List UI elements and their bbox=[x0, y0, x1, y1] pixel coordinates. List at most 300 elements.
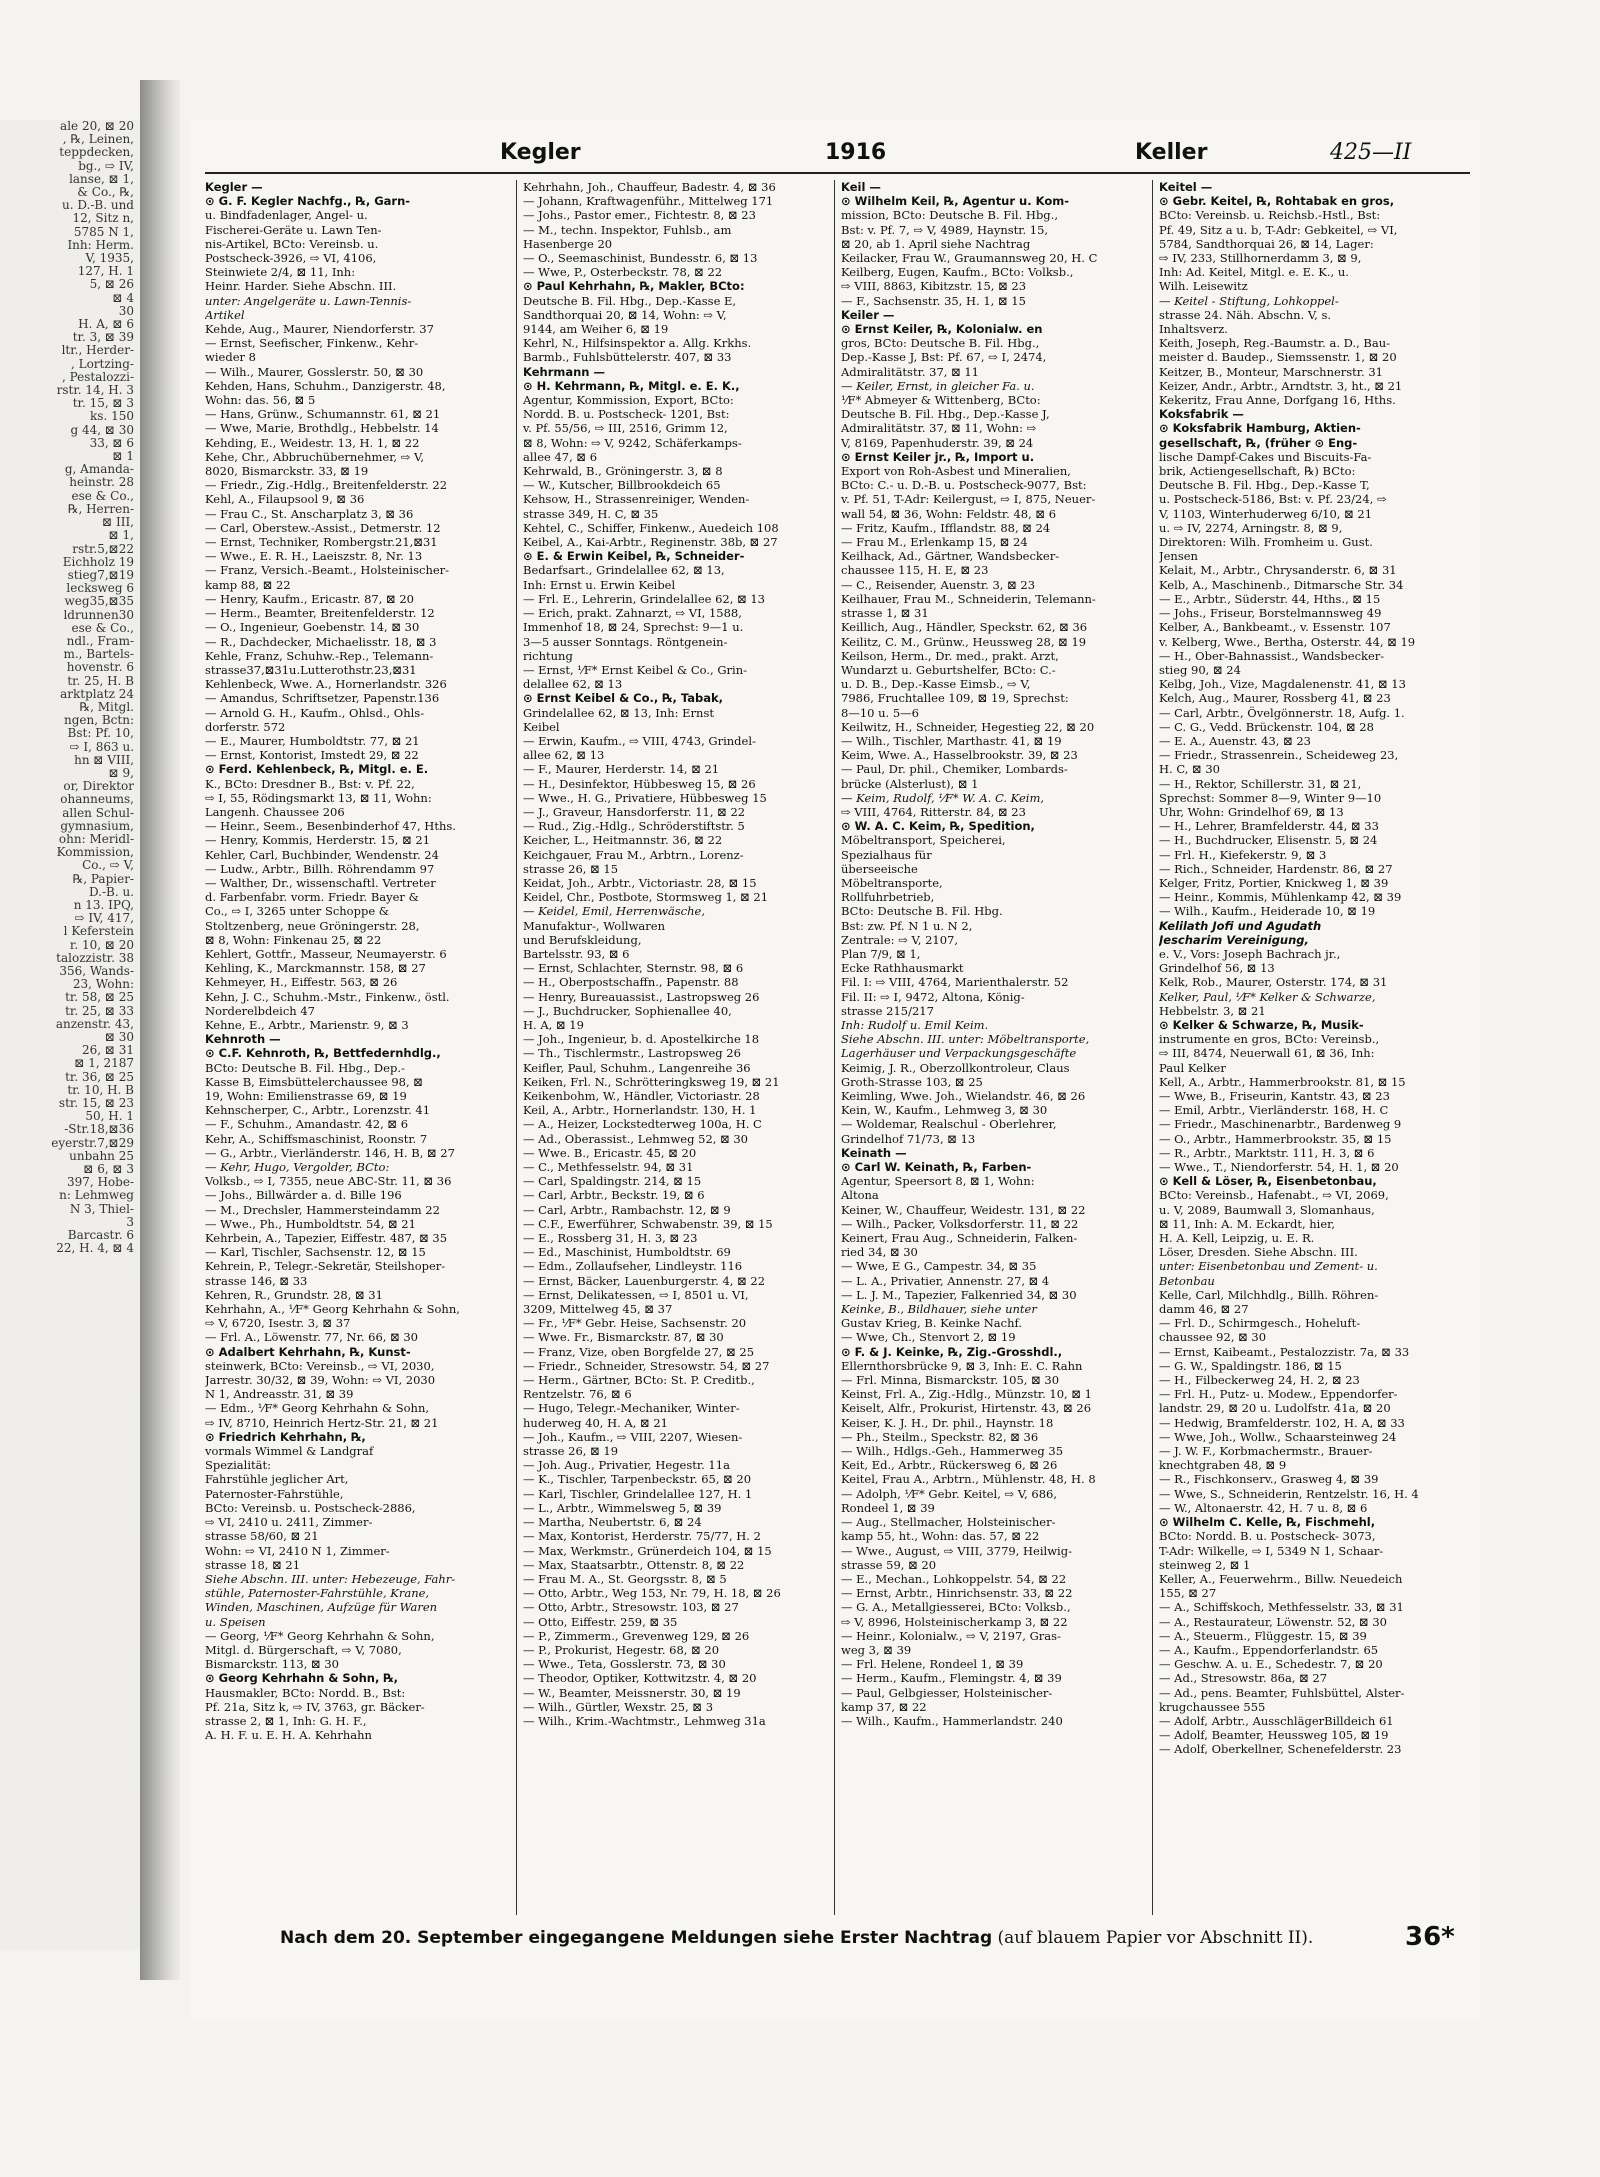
directory-entry-line: d. Farbenfabr. vorm. Friedr. Bayer & bbox=[205, 890, 419, 905]
directory-entry-line: Direktoren: Wilh. Fromheim u. Gust. bbox=[1159, 535, 1373, 550]
directory-entry-line: Kelber, A., Bankbeamt., v. Essenstr. 107 bbox=[1159, 620, 1391, 635]
directory-entry-line: dorferstr. 572 bbox=[205, 719, 286, 734]
directory-entry-line: — Ernst, Bäcker, Lauenburgerstr. 4, ⊠ 22 bbox=[523, 1273, 766, 1288]
directory-entry-line: ⊠ 11, Inh: A. M. Eckardt, hier, bbox=[1159, 1216, 1336, 1231]
directory-entry-line: Hausmakler, BCto: Nordd. B., Bst: bbox=[205, 1685, 406, 1700]
directory-entry-line: kamp 88, ⊠ 22 bbox=[205, 577, 291, 592]
directory-entry-line: ⊠ 8, Wohn: Finkenau 25, ⊠ 22 bbox=[205, 932, 382, 947]
directory-entry-line: Stoltzenberg, neue Gröningerstr. 28, bbox=[205, 918, 420, 933]
directory-entry-line: v. Kelberg, Wwe., Bertha, Osterstr. 44, ⊠ 19 bbox=[1159, 634, 1416, 649]
directory-entry-line: Kekeritz, Frau Anne, Dorfgang 16, Hths. bbox=[1159, 393, 1396, 408]
directory-entry-line: Kehr, A., Schiffsmaschinist, Roonstr. 7 bbox=[205, 1131, 428, 1146]
directory-entry-line: — Wilh., Gürtler, Wexstr. 25, ⊠ 3 bbox=[523, 1699, 714, 1714]
left-page-line: ℞, Mitgl. bbox=[79, 699, 134, 714]
directory-entry-line: — Ad., Oberassist., Lehmweg 52, ⊠ 30 bbox=[523, 1131, 748, 1146]
directory-entry-line: Kehnscherper, C., Arbtr., Lorenzstr. 41 bbox=[205, 1103, 431, 1118]
directory-entry-line: — Max, Kontorist, Herderstr. 75/77, H. 2 bbox=[523, 1529, 761, 1544]
directory-entry-line: Fischerei-Geräte u. Lawn Ten- bbox=[205, 222, 382, 237]
directory-entry-line: Agentur, Speersort 8, ⊠ 1, Wohn: bbox=[841, 1174, 1035, 1189]
directory-entry-line: Keitel — bbox=[1159, 180, 1213, 194]
left-page-line: ese & Co., bbox=[71, 620, 134, 635]
directory-entry-line: — Rich., Schneider, Hardenstr. 86, ⊠ 27 bbox=[1159, 861, 1393, 876]
directory-entry-line: instrumente en gros, BCto: Vereinsb., bbox=[1159, 1032, 1380, 1047]
directory-entry-line: Betonbau bbox=[1159, 1273, 1215, 1288]
directory-entry-line: — P., Zimmerm., Grevenweg 129, ⊠ 26 bbox=[523, 1628, 750, 1643]
directory-entry-line: kamp 55, ht., Wohn: das. 57, ⊠ 22 bbox=[841, 1529, 1040, 1544]
directory-entry-line: V, 1103, Winterhuderweg 6/10, ⊠ 21 bbox=[1159, 506, 1373, 521]
directory-entry-line: Inh: Rudolf u. Emil Keim. bbox=[841, 1017, 989, 1032]
directory-entry-line: — Ad., pens. Beamter, Fuhlsbüttel, Alster- bbox=[1159, 1685, 1405, 1700]
left-page-line: ℞, Papier- bbox=[72, 871, 134, 886]
directory-entry-line: ⊙ Ernst Keiler jr., ℞, Import u. bbox=[841, 449, 1035, 464]
directory-entry-line: A. H. F. u. E. H. A. Kehrhahn bbox=[205, 1728, 372, 1743]
directory-entry-line: Bst: zw. Pf. N 1 u. N 2, bbox=[841, 918, 973, 933]
directory-entry-line: Siehe Abschn. III. unter: Hebezeuge, Fahr- bbox=[205, 1571, 456, 1586]
directory-entry-line: Keillich, Aug., Händler, Speckstr. 62, ⊠ 36 bbox=[841, 620, 1088, 635]
directory-entry-line: — Ernst, Seefischer, Finkenw., Kehr- bbox=[205, 336, 419, 351]
directory-entry-line: — A., Heizer, Lockstedterweg 100a, H. C bbox=[523, 1117, 762, 1132]
directory-entry-line: Koksfabrik — bbox=[1159, 407, 1244, 422]
footer-note-plain: (auf blauem Papier vor Abschnitt II). bbox=[997, 1928, 1314, 1948]
directory-entry-line: — Arnold G. H., Kaufm., Ohlsd., Ohls- bbox=[205, 705, 425, 720]
directory-entry-line: Grindelhof 56, ⊠ 13 bbox=[1159, 961, 1275, 976]
directory-entry-line: Keilitz, C. M., Grünw., Heussweg 28, ⊠ 19 bbox=[841, 634, 1087, 649]
directory-entry-line: Kegler — bbox=[205, 180, 263, 194]
directory-entry-line: — H., Ober-Bahnassist., Wandsbecker- bbox=[1159, 648, 1385, 663]
directory-entry-line: — Frl. D., Schirmgesch., Hoheluft- bbox=[1159, 1316, 1361, 1331]
directory-entry-line: — O., Seemaschinist, Bundesstr. 6, ⊠ 13 bbox=[523, 251, 758, 266]
directory-entry-line: — Otto, Arbtr., Stresowstr. 103, ⊠ 27 bbox=[523, 1600, 739, 1615]
directory-entry-line: — F., Schuhm., Amandastr. 42, ⊠ 6 bbox=[205, 1117, 409, 1132]
directory-entry-line: v. Pf. 55/56, ⇨ III, 2516, Grimm 12, bbox=[523, 421, 728, 436]
left-page-line: & Co., ℞, bbox=[77, 185, 134, 200]
directory-entry-line: Rollfuhrbetrieb, bbox=[841, 890, 935, 905]
directory-entry-line: — Wilh., Hdlgs.-Geh., Hammerweg 35 bbox=[841, 1444, 1064, 1459]
directory-entry-line: BCto: Deutsche B. Fil. Hbg., Dep.- bbox=[205, 1060, 405, 1075]
directory-entry-line: — Henry, Kommis, Herderstr. 15, ⊠ 21 bbox=[205, 833, 431, 848]
directory-entry-line: Plan 7/9, ⊠ 1, bbox=[841, 946, 921, 961]
directory-entry-line: Kehlert, Gottfr., Masseur, Neumayerstr. 6 bbox=[205, 946, 447, 961]
directory-entry-line: Keilhack, Ad., Gärtner, Wandsbecker- bbox=[841, 549, 1060, 564]
directory-entry-line: — Wwe, Marie, Brothdlg., Hebbelstr. 14 bbox=[205, 421, 439, 436]
left-page-line: ⊠ 1, bbox=[108, 528, 134, 543]
directory-entry-line: Admiralitätstr. 37, ⊠ 11 bbox=[841, 364, 979, 379]
directory-entry-line: Manufaktur-, Wollwaren bbox=[523, 918, 665, 933]
directory-entry-line: landstr. 29, ⊠ 20 u. Ludolfstr. 41a, ⊠ 20 bbox=[1159, 1401, 1391, 1416]
directory-entry-line: knechtgraben 48, ⊠ 9 bbox=[1159, 1458, 1287, 1473]
directory-entry-line: — Rud., Zig.-Hdlg., Schröderstiftstr. 5 bbox=[523, 819, 745, 834]
directory-entry-line: BCto: Vereinsb. u. Postscheck-2886, bbox=[205, 1500, 416, 1515]
directory-entry-line: Heinr. Harder. Siehe Abschn. III. bbox=[205, 279, 397, 294]
left-page-line: l Keferstein bbox=[63, 924, 134, 939]
directory-entry-line: Bartelsstr. 93, ⊠ 6 bbox=[523, 946, 630, 961]
directory-entry-line: u. Bindfadenlager, Angel- u. bbox=[205, 208, 368, 223]
column-4 bbox=[1159, 180, 1464, 1915]
directory-entry-line: — E., Arbtr., Süderstr. 44, Hths., ⊠ 15 bbox=[1159, 591, 1381, 606]
directory-entry-line: Siehe Abschn. III. unter: Möbeltransporte, bbox=[841, 1032, 1090, 1047]
directory-entry-line: Keiser, K. J. H., Dr. phil., Haynstr. 18 bbox=[841, 1415, 1054, 1430]
directory-entry-line: Kehle, Franz, Schuhw.-Rep., Telemann- bbox=[205, 648, 434, 663]
directory-entry-line: Kelbg, Joh., Vize, Magdalenenstr. 41, ⊠ 13 bbox=[1159, 677, 1406, 692]
directory-entry-line: — C., Reisender, Auenstr. 3, ⊠ 23 bbox=[841, 577, 1036, 592]
left-page-line: 12, Sitz n, bbox=[72, 211, 134, 226]
directory-entry-line: — Ernst, Delikatessen, ⇨ I, 8501 u. VI, bbox=[523, 1287, 749, 1302]
directory-entry-line: Co., ⇨ I, 3265 unter Schoppe & bbox=[205, 904, 390, 919]
directory-entry-line: — Frau M., Erlenkamp 15, ⊠ 24 bbox=[841, 535, 1028, 550]
header-left-keyword: Kegler bbox=[500, 140, 581, 165]
directory-entry-line: — Keiler, Ernst, in gleicher Fa. u. bbox=[841, 378, 1035, 393]
directory-entry-line: v. Pf. 51, T-Adr: Keilergust, ⇨ I, 875, Neuer- bbox=[841, 492, 1096, 507]
directory-entry-line: Deutsche B. Fil. Hbg., Dep.-Kasse T, bbox=[1159, 478, 1370, 493]
header-year: 1916 bbox=[825, 140, 887, 165]
directory-entry-line: — Theodor, Optiker, Kottwitzstr. 4, ⊠ 20 bbox=[523, 1671, 757, 1686]
directory-entry-line: Keimling, Wwe. Joh., Wielandstr. 46, ⊠ 26 bbox=[841, 1089, 1086, 1103]
directory-entry-line: ⅟F* Abmeyer & Wittenberg, BCto: bbox=[841, 393, 1041, 408]
directory-entry-line: Dep.-Kasse J, Bst: Pf. 67, ⇨ I, 2474, bbox=[841, 350, 1047, 365]
directory-entry-line: BCto: Vereinsb., Hafenabt., ⇨ VI, 2069, bbox=[1159, 1188, 1389, 1203]
directory-entry-line: ⊙ Carl W. Keinath, ℞, Farben- bbox=[841, 1160, 1032, 1175]
left-page-line: ngen, Bctn: bbox=[63, 713, 134, 728]
left-page-line: lanse, ⊠ 1, bbox=[69, 171, 134, 186]
directory-entry-line: Keiken, Frl. N., Schrötteringksweg 19, ⊠ 21 bbox=[523, 1074, 780, 1089]
directory-entry-line: Keil — bbox=[841, 180, 881, 194]
directory-entry-line: — R., Fischkonserv., Grasweg 4, ⊠ 39 bbox=[1159, 1472, 1379, 1487]
directory-entry-line: Hasenberge 20 bbox=[523, 236, 613, 251]
directory-entry-line: — A., Restaurateur, Löwenstr. 52, ⊠ 30 bbox=[1159, 1614, 1387, 1629]
directory-entry-line: — Walther, Dr., wissenschaftl. Vertreter bbox=[205, 875, 436, 890]
directory-entry-line: — Johs., Friseur, Borstelmannsweg 49 bbox=[1159, 606, 1382, 621]
directory-entry-line: Steinwiete 2/4, ⊠ 11, Inh: bbox=[205, 265, 356, 280]
directory-entry-line: Kehrein, P., Telegr.-Sekretär, Steilshoper- bbox=[205, 1259, 446, 1274]
directory-entry-line: — R., Arbtr., Marktstr. 111, H. 3, ⊠ 6 bbox=[1159, 1145, 1375, 1160]
left-page-fragment bbox=[0, 120, 142, 1950]
directory-entry-line: Bismarckstr. 113, ⊠ 30 bbox=[205, 1657, 339, 1672]
directory-entry-line: Möbeltransporte, bbox=[841, 875, 943, 890]
directory-entry-line: ⊙ Wilhelm Keil, ℞, Agentur u. Kom- bbox=[841, 194, 1069, 209]
directory-entry-line: — Th., Tischlermstr., Lastropsweg 26 bbox=[523, 1046, 741, 1061]
left-page-line: 3 bbox=[126, 1214, 134, 1229]
page-footer bbox=[190, 1920, 1480, 1960]
directory-entry-line: — Adolf, Arbtr., AusschlägerBilldeich 61 bbox=[1159, 1713, 1394, 1728]
directory-entry-line: Kelilath Jofi und Agudath bbox=[1159, 918, 1322, 933]
directory-entry-line: — Otto, Eiffestr. 259, ⊠ 35 bbox=[523, 1614, 678, 1629]
directory-entry-line: — E., Mechan., Lohkoppelstr. 54, ⊠ 22 bbox=[841, 1571, 1067, 1586]
left-page-line: g, Amanda- bbox=[64, 462, 134, 477]
directory-entry-line: — Ludw., Arbtr., Billh. Röhrendamm 97 bbox=[205, 861, 435, 876]
left-page-line: tr. 3, ⊠ 39 bbox=[72, 330, 134, 345]
header-right-keyword: Keller bbox=[1135, 140, 1208, 165]
directory-entry-line: — Wwe., T., Niendorferstr. 54, H. 1, ⊠ 20 bbox=[1159, 1160, 1399, 1175]
left-page-line: heinstr. 28 bbox=[69, 475, 134, 490]
directory-entry-line: — Adolph, ⅟F* Gebr. Keitel, ⇨ V, 686, bbox=[841, 1486, 1058, 1501]
directory-entry-line: e. V., Vors: Joseph Bachrach jr., bbox=[1159, 946, 1341, 961]
directory-entry-line: Wundarzt u. Geburtshelfer, BCto: C.- bbox=[841, 662, 1056, 677]
left-page-line: 5785 N 1, bbox=[73, 224, 134, 239]
directory-entry-line: Jarrestr. 30/32, ⊠ 39, Wohn: ⇨ VI, 2030 bbox=[205, 1373, 436, 1388]
directory-entry-line: — Wwe. B., Ericastr. 45, ⊠ 20 bbox=[523, 1145, 697, 1160]
directory-entry-line: — Frl. H., Putz- u. Modew., Eppendorfer- bbox=[1159, 1387, 1398, 1402]
left-page-line: arktplatz 24 bbox=[60, 686, 134, 701]
directory-entry-line: strasse 1, ⊠ 31 bbox=[841, 606, 929, 621]
directory-entry-line: Langenh. Chaussee 206 bbox=[205, 804, 345, 819]
directory-entry-line: Wohn: das. 56, ⊠ 5 bbox=[205, 393, 316, 408]
directory-entry-line: — L. A., Privatier, Annenstr. 27, ⊠ 4 bbox=[841, 1273, 1050, 1288]
left-page-line: u. D.-B. und bbox=[61, 198, 134, 213]
directory-entry-line: vormals Wimmel & Landgraf bbox=[205, 1444, 374, 1459]
left-page-line: Eichholz 19 bbox=[62, 554, 134, 569]
directory-entry-line: Admiralitätstr. 37, ⊠ 11, Wohn: ⇨ bbox=[841, 421, 1037, 436]
directory-entry-line: — Ed., Maschinist, Humboldtstr. 69 bbox=[523, 1245, 731, 1260]
left-page-line: ks. 150 bbox=[90, 409, 134, 424]
directory-entry-line: — Frau M. A., St. Georgsstr. 8, ⊠ 5 bbox=[523, 1571, 727, 1586]
directory-entry-line: Nordd. B. u. Postscheck- 1201, Bst: bbox=[523, 407, 730, 422]
directory-entry-line: Rondeel 1, ⊠ 39 bbox=[841, 1500, 935, 1515]
directory-entry-line: H. A. Kell, Leipzig, u. E. R. bbox=[1159, 1231, 1315, 1246]
directory-entry-line: Deutsche B. Fil. Hbg., Dep.-Kasse E, bbox=[523, 293, 737, 308]
directory-entry-line: Keit, Ed., Arbtr., Rückersweg 6, ⊠ 26 bbox=[841, 1458, 1058, 1473]
directory-entry-line: — Johs., Billwärder a. d. Bille 196 bbox=[205, 1188, 402, 1203]
directory-entry-line: — J., Graveur, Hansdorferstr. 11, ⊠ 22 bbox=[523, 804, 746, 819]
directory-entry-line: — Wwe, E G., Campestr. 34, ⊠ 35 bbox=[841, 1259, 1037, 1274]
directory-entry-line: Kehde, Aug., Maurer, Niendorferstr. 37 bbox=[205, 322, 434, 337]
directory-entry-line: Bst: v. Pf. 7, ⇨ V, 4989, Haynstr. 15, bbox=[841, 222, 1049, 237]
directory-entry-line: — G. W., Spaldingstr. 186, ⊠ 15 bbox=[1159, 1358, 1342, 1373]
directory-entry-line: ⊙ Koksfabrik Hamburg, Aktien- bbox=[1159, 421, 1361, 436]
directory-entry-line: BCto: Vereinsb. u. Reichsb.-Hstl., Bst: bbox=[1159, 208, 1381, 223]
directory-entry-line: Inhaltsverz. bbox=[1159, 322, 1228, 337]
directory-entry-line: ⊙ Kelker & Schwarze, ℞, Musik- bbox=[1159, 1017, 1364, 1032]
directory-entry-line: — W., Beamter, Meissnerstr. 30, ⊠ 19 bbox=[523, 1685, 741, 1700]
directory-entry-line: Kasse B, Eimsbüttelerchaussee 98, ⊠ bbox=[205, 1074, 423, 1089]
directory-entry-line: — Wwe, P., Osterbeckstr. 78, ⊠ 22 bbox=[523, 265, 723, 280]
directory-entry-line: — W., Kutscher, Billbrookdeich 65 bbox=[523, 478, 721, 493]
left-page-line: ohn: Meridl- bbox=[58, 831, 134, 846]
left-page-line: bg., ⇨ IV, bbox=[78, 158, 134, 173]
directory-entry-line: — Wilh., Kaufm., Heiderade 10, ⊠ 19 bbox=[1159, 904, 1376, 919]
directory-entry-line: — Heinr., Kolonialw., ⇨ V, 2197, Gras- bbox=[841, 1628, 1061, 1643]
left-page-line: ⊠ 1, 2187 bbox=[74, 1056, 134, 1071]
left-page-line: ⊠ 6, ⊠ 3 bbox=[83, 1162, 134, 1177]
directory-entry-line: huderweg 40, H. A, ⊠ 21 bbox=[523, 1415, 668, 1430]
directory-entry-line: ⊙ Gebr. Keitel, ℞, Rohtabak en gros, bbox=[1159, 194, 1395, 209]
directory-entry-line: — Ernst, Kaibeamt., Pestalozzistr. 7a, ⊠ 33 bbox=[1159, 1344, 1410, 1359]
directory-entry-line: Postscheck-3926, ⇨ VI, 4106, bbox=[205, 251, 377, 266]
directory-entry-line: Altona bbox=[841, 1188, 879, 1203]
directory-entry-line: — Erwin, Kaufm., ⇨ VIII, 4743, Grindel- bbox=[523, 733, 756, 748]
directory-entry-line: — H., Buchdrucker, Elisenstr. 5, ⊠ 24 bbox=[1159, 833, 1378, 848]
directory-entry-line: ried 34, ⊠ 30 bbox=[841, 1245, 918, 1260]
directory-entry-line: ⊙ Ferd. Kehlenbeck, ℞, Mitgl. e. E. bbox=[205, 762, 429, 777]
directory-entry-line: ⊙ Paul Kehrhahn, ℞, Makler, BCto: bbox=[523, 279, 745, 294]
left-page-line: weg35,⊠35 bbox=[64, 594, 134, 609]
directory-entry-line: Kehrbein, A., Tapezier, Eiffestr. 487, ⊠ 35 bbox=[205, 1231, 448, 1246]
left-page-line: n 13. IPQ, bbox=[73, 897, 134, 912]
directory-entry-line: — Max, Werkmstr., Grünerdeich 104, ⊠ 15 bbox=[523, 1543, 772, 1558]
directory-entry-line: — Franz, Versich.-Beamt., Holsteinischer- bbox=[205, 563, 450, 578]
directory-entry-line: Kelch, Aug., Maurer, Rossberg 41, ⊠ 23 bbox=[1159, 691, 1391, 706]
directory-entry-line: gesellschaft, ℞, (früher ⊙ Eng- bbox=[1159, 435, 1358, 450]
directory-entry-line: 155, ⊠ 27 bbox=[1159, 1586, 1217, 1601]
directory-entry-line: Deutsche B. Fil. Hbg., Dep.-Kasse J, bbox=[841, 407, 1050, 422]
directory-entry-line: — J. W. F., Korbmachermstr., Brauer- bbox=[1159, 1444, 1373, 1459]
directory-entry-line: — Emil, Arbtr., Vierländerstr. 168, H. C bbox=[1159, 1103, 1389, 1118]
directory-entry-line: — Ernst, ⅟F* Ernst Keibel & Co., Grin- bbox=[523, 662, 747, 677]
directory-entry-line: Ellernthorsbrücke 9, ⊠ 3, Inh: E. C. Rahn bbox=[841, 1358, 1083, 1373]
directory-entry-line: BCto: Deutsche B. Fil. Hbg. bbox=[841, 904, 1003, 919]
directory-entry-line: Uhr, Wohn: Grindelhof 69, ⊠ 13 bbox=[1159, 804, 1344, 819]
directory-entry-line: — W., Altonaerstr. 42, H. 7 u. 8, ⊠ 6 bbox=[1159, 1500, 1368, 1515]
directory-entry-line: — Ad., Stresowstr. 86a, ⊠ 27 bbox=[1159, 1671, 1328, 1686]
directory-entry-line: — Wwe. Fr., Bismarckstr. 87, ⊠ 30 bbox=[523, 1330, 724, 1345]
directory-entry-line: und Berufskleidung, bbox=[523, 932, 642, 947]
directory-entry-line: ⊙ G. F. Kegler Nachfg., ℞, Garn- bbox=[205, 194, 411, 209]
left-page-line: Barcastr. 6 bbox=[67, 1228, 134, 1243]
directory-entry-line: — Paul, Gelbgiesser, Holsteinischer- bbox=[841, 1685, 1053, 1700]
directory-entry-line: — J., Buchdrucker, Sophienallee 40, bbox=[523, 1003, 732, 1018]
directory-entry-line: u. Postscheck-5186, Bst: v. Pf. 23/24, ⇨ bbox=[1159, 492, 1387, 507]
directory-entry-line: Keidat, Joh., Arbtr., Victoriastr. 28, ⊠ 15 bbox=[523, 875, 757, 890]
directory-entry-line: — Edm., Zollaufseher, Lindleystr. 116 bbox=[523, 1259, 743, 1274]
left-page-line: ⇨ I, 863 u. bbox=[69, 739, 134, 754]
directory-entry-line: — Kehr, Hugo, Vergolder, BCto: bbox=[205, 1160, 390, 1175]
directory-entry-line: Keiner, W., Chauffeur, Weidestr. 131, ⊠ 22 bbox=[841, 1202, 1086, 1217]
directory-entry-line: — G., Arbtr., Vierländerstr. 146, H. B, ⊠ 27 bbox=[205, 1145, 455, 1160]
directory-entry-line: Agentur, Kommission, Export, BCto: bbox=[523, 393, 734, 408]
directory-entry-line: Keifler, Paul, Schuhm., Langenreihe 36 bbox=[523, 1060, 751, 1075]
directory-entry-line: — F., Maurer, Herderstr. 14, ⊠ 21 bbox=[523, 762, 720, 777]
directory-entry-line: Kehnroth — bbox=[205, 1032, 281, 1047]
directory-entry-line: — Hugo, Telegr.-Mechaniker, Winter- bbox=[523, 1401, 740, 1416]
directory-entry-line: 7986, Fruchtallee 109, ⊠ 19, Sprechst: bbox=[841, 691, 1069, 706]
directory-entry-line: strasse 24. Näh. Abschn. V, s. bbox=[1159, 307, 1332, 322]
left-page-line: ⊠ 30 bbox=[104, 1030, 134, 1045]
directory-entry-line: strasse 58/60, ⊠ 21 bbox=[205, 1529, 319, 1544]
left-page-line: gymnasium, bbox=[60, 818, 134, 833]
directory-entry-line: Kein, W., Kaufm., Lehmweg 3, ⊠ 30 bbox=[841, 1103, 1048, 1118]
directory-entry-line: unter: Eisenbetonbau und Zement- u. bbox=[1159, 1259, 1378, 1274]
directory-entry-line: — Keidel, Emil, Herrenwäsche, bbox=[523, 904, 705, 919]
directory-entry-line: Hebbelstr. 3, ⊠ 21 bbox=[1159, 1003, 1266, 1018]
directory-entry-line: — Carl, Spaldingstr. 214, ⊠ 15 bbox=[523, 1174, 702, 1189]
directory-entry-line: — O., Arbtr., Hammerbrookstr. 35, ⊠ 15 bbox=[1159, 1131, 1392, 1146]
directory-entry-line: ⇨ VIII, 8863, Kibitzstr. 15, ⊠ 23 bbox=[841, 279, 1027, 294]
directory-entry-line: 3209, Mittelweg 45, ⊠ 37 bbox=[523, 1302, 673, 1317]
directory-entry-line: Keicher, L., Heitmannstr. 36, ⊠ 22 bbox=[523, 833, 723, 848]
left-page-line: ⇨ IV, 417, bbox=[74, 911, 134, 926]
directory-entry-line: Kehsow, H., Strassenreiniger, Wenden- bbox=[523, 492, 750, 507]
directory-entry-line: — Joh., Kaufm., ⇨ VIII, 2207, Wiesen- bbox=[523, 1429, 743, 1444]
directory-entry-line: — C. G., Vedd. Brückenstr. 104, ⊠ 28 bbox=[1159, 719, 1374, 734]
directory-entry-line: ⊙ F. & J. Keinke, ℞, Zig.-Grosshdl., bbox=[841, 1344, 1063, 1359]
directory-entry-line: ⇨ III, 8474, Neuerwall 61, ⊠ 36, Inh: bbox=[1159, 1046, 1375, 1061]
directory-entry-line: Keinke, B., Bildhauer, siehe unter bbox=[841, 1302, 1037, 1317]
directory-entry-line: Barmb., Fuhlsbüttelerstr. 407, ⊠ 33 bbox=[523, 350, 732, 365]
directory-entry-line: V, 8169, Papenhuderstr. 39, ⊠ 24 bbox=[841, 435, 1034, 450]
directory-entry-line: lische Dampf-Cakes und Biscuits-Fa- bbox=[1159, 449, 1372, 464]
directory-entry-line: — Wilh., Packer, Volksdorferstr. 11, ⊠ 22 bbox=[841, 1216, 1079, 1231]
directory-entry-line: brik, Actiengesellschaft, ℞) BCto: bbox=[1159, 464, 1356, 479]
directory-entry-line: Kelait, M., Arbtr., Chrysanderstr. 6, ⊠ 31 bbox=[1159, 563, 1397, 578]
directory-entry-line: Grindelhof 71/73, ⊠ 13 bbox=[841, 1131, 976, 1146]
directory-entry-line: — Edm., ⅟F* Georg Kehrhahn & Sohn, bbox=[205, 1401, 430, 1416]
directory-entry-line: allee 62, ⊠ 13 bbox=[523, 748, 605, 763]
directory-entry-line: Kehtel, C., Schiffer, Finkenw., Auedeich 108 bbox=[523, 520, 779, 535]
left-page-line: tr. 25, ⊠ 33 bbox=[65, 1003, 134, 1018]
directory-entry-line: ⊠ 20, ab 1. April siehe Nachtrag bbox=[841, 236, 1031, 251]
directory-entry-line: nis-Artikel, BCto: Vereinsb. u. bbox=[205, 236, 379, 251]
directory-entry-line: — E. A., Auenstr. 43, ⊠ 23 bbox=[1159, 733, 1311, 748]
directory-entry-line: mission, BCto: Deutsche B. Fil. Hbg., bbox=[841, 208, 1058, 223]
directory-entry-line: — Friedr., Schneider, Stresowstr. 54, ⊠ 27 bbox=[523, 1358, 770, 1373]
directory-entry-line: — Ernst, Arbtr., Hinrichsenstr. 33, ⊠ 22 bbox=[841, 1586, 1073, 1601]
directory-entry-line: — Aug., Stellmacher, Holsteinischer- bbox=[841, 1515, 1056, 1530]
directory-entry-line: — Frau C., St. Anscharplatz 3, ⊠ 36 bbox=[205, 506, 414, 521]
header-page-number: 425—II bbox=[1330, 140, 1412, 165]
directory-entry-line: Kehl, A., Filaupsool 9, ⊠ 36 bbox=[205, 492, 365, 507]
directory-entry-line: — Heinr., Seem., Besenbinderhof 47, Hths. bbox=[205, 819, 456, 834]
directory-entry-line: Groth-Strasse 103, ⊠ 25 bbox=[841, 1074, 983, 1089]
directory-entry-line: Keiler — bbox=[841, 307, 895, 322]
directory-entry-line: Keiselt, Alfr., Prokurist, Hirtenstr. 43, ⊠ 26 bbox=[841, 1401, 1092, 1416]
left-page-line: rstr. 14, H. 3 bbox=[56, 383, 134, 398]
directory-entry-line: Keilhauer, Frau M., Schneiderin, Telemann- bbox=[841, 591, 1096, 606]
directory-entry-line: Mitgl. d. Bürgerschaft, ⇨ V, 7080, bbox=[205, 1642, 402, 1657]
directory-entry-line: — E., Rossberg 31, H. 3, ⊠ 23 bbox=[523, 1231, 698, 1246]
left-page-line: eyerstr.7,⊠29 bbox=[51, 1135, 134, 1150]
directory-entry-line: — H., Oberpostschaffn., Papenstr. 88 bbox=[523, 975, 739, 990]
directory-entry-line: strasse 146, ⊠ 33 bbox=[205, 1273, 308, 1288]
directory-entry-line: 3—5 ausser Sonntags. Röntgenein- bbox=[523, 634, 728, 649]
directory-entry-line: Inh: Ernst u. Erwin Keibel bbox=[523, 577, 676, 592]
directory-page bbox=[190, 120, 1480, 2020]
directory-entry-line: strasse 59, ⊠ 20 bbox=[841, 1557, 937, 1572]
directory-entry-line: — Wilh., Krim.-Wachtmstr., Lehmweg 31a bbox=[523, 1713, 766, 1728]
column-1 bbox=[205, 180, 510, 1915]
directory-entry-line: — L., Arbtr., Wimmelsweg 5, ⊠ 39 bbox=[523, 1500, 722, 1515]
left-page-line: tr. 10, H. B bbox=[67, 1082, 134, 1097]
left-page-line: 397, Hobe- bbox=[66, 1175, 134, 1190]
directory-entry-line: — Karl, Tischler, Sachsenstr. 12, ⊠ 15 bbox=[205, 1245, 426, 1260]
left-page-line: tr. 58, ⊠ 25 bbox=[65, 990, 134, 1005]
directory-entry-line: Keimig, J. R., Oberzollkontroleur, Claus bbox=[841, 1060, 1070, 1075]
left-page-line: n: Lehmweg bbox=[59, 1188, 134, 1203]
left-page-line: 33, ⊠ 6 bbox=[89, 435, 134, 450]
directory-entry-line: krugchaussee 555 bbox=[1159, 1699, 1266, 1714]
directory-entry-line: — Max, Staatsarbtr., Ottenstr. 8, ⊠ 22 bbox=[523, 1557, 745, 1572]
directory-entry-line: chaussee 92, ⊠ 30 bbox=[1159, 1330, 1267, 1345]
left-page-line: ℞, Herren- bbox=[67, 501, 134, 516]
directory-entry-line: — Friedr., Strassenrein., Scheideweg 23, bbox=[1159, 748, 1399, 763]
directory-entry-line: Keilwitz, H., Schneider, Hegestieg 22, ⊠ 20 bbox=[841, 719, 1095, 734]
left-page-line: ese & Co., bbox=[71, 488, 134, 503]
directory-entry-line: Keilberg, Eugen, Kaufm., BCto: Volksb., bbox=[841, 265, 1074, 280]
directory-entry-line: — Wwe., Ph., Humboldtstr. 54, ⊠ 21 bbox=[205, 1216, 416, 1231]
directory-entry-line: ⊙ Kell & Löser, ℞, Eisenbetonbau, bbox=[1159, 1174, 1377, 1189]
left-page-line: , Pestalozzi- bbox=[62, 369, 134, 384]
directory-entry-line: — Johs., Pastor emer., Fichtestr. 8, ⊠ 23 bbox=[523, 208, 756, 223]
directory-entry-line: Keinath — bbox=[841, 1145, 907, 1160]
directory-entry-line: — Franz, Vize, oben Borgfelde 27, ⊠ 25 bbox=[523, 1344, 755, 1359]
directory-entry-line: strasse 26, ⊠ 19 bbox=[523, 1444, 619, 1459]
left-page-line: , Lortzing- bbox=[70, 356, 134, 371]
directory-entry-line: weg 3, ⊠ 39 bbox=[841, 1642, 912, 1657]
directory-entry-line: Jensen bbox=[1159, 549, 1198, 564]
directory-entry-line: Kehrhahn, Joh., Chauffeur, Badestr. 4, ⊠ 36 bbox=[523, 180, 776, 194]
left-page-line: teppdecken, bbox=[59, 145, 134, 160]
directory-entry-line: — H., Lehrer, Bramfelderstr. 44, ⊠ 33 bbox=[1159, 819, 1379, 834]
directory-entry-line: 9144, am Weiher 6, ⊠ 19 bbox=[523, 322, 669, 337]
directory-entry-line: — Herm., Gärtner, BCto: St. P. Creditb., bbox=[523, 1373, 755, 1388]
